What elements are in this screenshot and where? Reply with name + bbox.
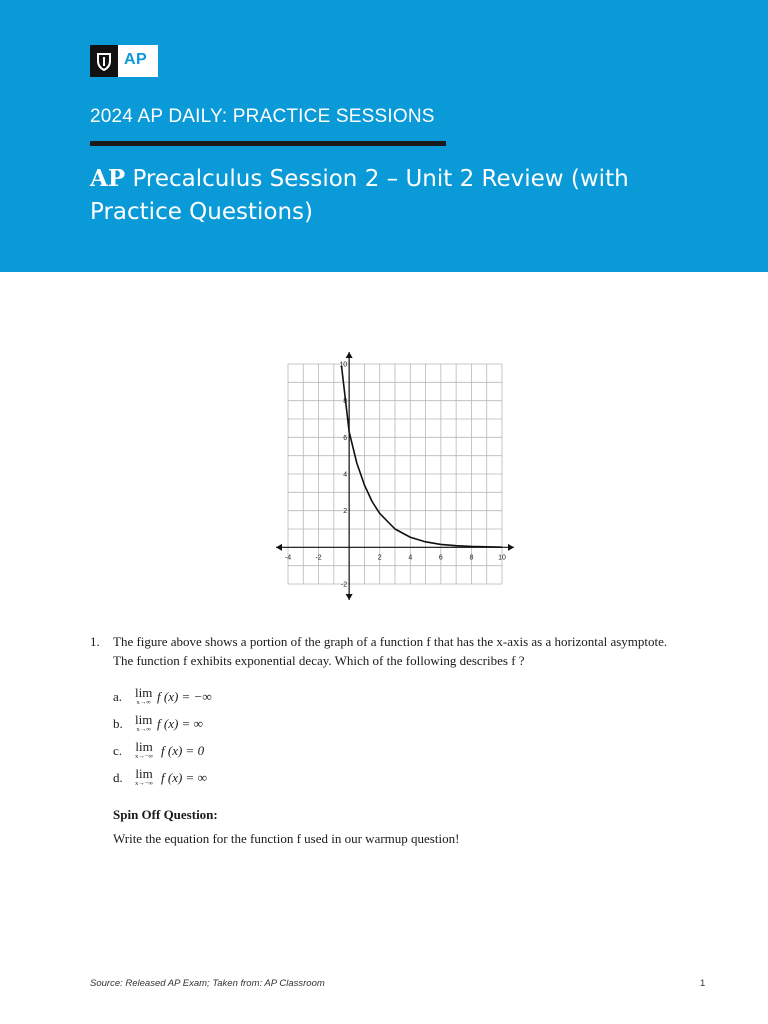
logo-text: AP xyxy=(124,51,148,68)
lim-word: lim xyxy=(135,712,153,727)
y-tick-label: 4 xyxy=(343,471,348,479)
y-tick-label: 2 xyxy=(343,508,348,516)
limit-notation xyxy=(135,687,152,707)
lim-word: lim xyxy=(135,739,153,754)
x-axis-arrow-left xyxy=(276,544,282,551)
x-tick-label: -2 xyxy=(315,554,322,562)
x-axis-arrow-right xyxy=(508,544,514,551)
x-tick-label: -4 xyxy=(284,554,292,562)
y-tick-label: -2 xyxy=(340,581,348,589)
y-tick-label: 6 xyxy=(343,434,348,442)
y-axis-arrow-up xyxy=(346,352,353,358)
x-tick-label: 2 xyxy=(377,554,382,562)
y-tick-label: 8 xyxy=(343,398,348,406)
footer-source: Source: Released AP Exam; Taken from: AP Classroom xyxy=(90,978,325,989)
page-number: 1 xyxy=(700,978,706,989)
spin-off-text: Write the equation for the function f used in our warmup question! xyxy=(113,831,460,846)
question-number: 1. xyxy=(90,634,100,649)
lim-subscript: x→−∞ xyxy=(135,780,154,787)
choice-expression: f (x) = ∞ xyxy=(157,716,203,731)
lim-subscript: x→∞ xyxy=(136,726,151,733)
choice-letter: a. xyxy=(113,689,123,704)
function-curve xyxy=(342,366,503,547)
question-text: The figure above shows a portion of the graph of a function f that has the x-axis as a horizontal asymptote. The function f exhibits exponential decay. Which of the following describes f ? xyxy=(113,634,668,668)
lim-word: lim xyxy=(135,766,153,781)
choice-letter: c. xyxy=(113,743,123,758)
series-title: 2024 AP DAILY: PRACTICE SESSIONS xyxy=(90,106,435,127)
function-graph xyxy=(270,348,520,604)
x-tick-label: 6 xyxy=(438,554,443,562)
lim-subscript: x→∞ xyxy=(136,699,151,706)
choice-letter: b. xyxy=(113,716,123,731)
choice-expression: f (x) = ∞ xyxy=(161,770,207,785)
x-tick-label: 10 xyxy=(498,554,506,562)
title-rule xyxy=(90,141,446,146)
title-rest: Precalculus Session 2 – Unit 2 Review (with Practice Questions) xyxy=(90,166,629,225)
y-axis-arrow-down xyxy=(346,594,353,600)
lim-subscript: x→−∞ xyxy=(135,753,154,760)
choice-expression: f (x) = 0 xyxy=(161,743,205,758)
acorn-icon xyxy=(90,45,118,77)
spin-off-title: Spin Off Question: xyxy=(113,807,218,822)
limit-notation xyxy=(135,714,152,734)
session-title xyxy=(90,162,650,229)
limit-notation xyxy=(135,741,153,761)
x-tick-label: 8 xyxy=(469,554,474,562)
header-banner xyxy=(0,0,768,272)
y-tick-label: 10 xyxy=(339,361,348,369)
title-ap: AP xyxy=(90,165,126,192)
x-tick-label: 4 xyxy=(408,554,413,562)
ap-logo xyxy=(90,45,158,77)
lim-word: lim xyxy=(135,685,153,700)
limit-notation xyxy=(135,768,153,788)
choice-expression: f (x) = −∞ xyxy=(157,689,212,704)
choice-letter: d. xyxy=(113,770,123,785)
